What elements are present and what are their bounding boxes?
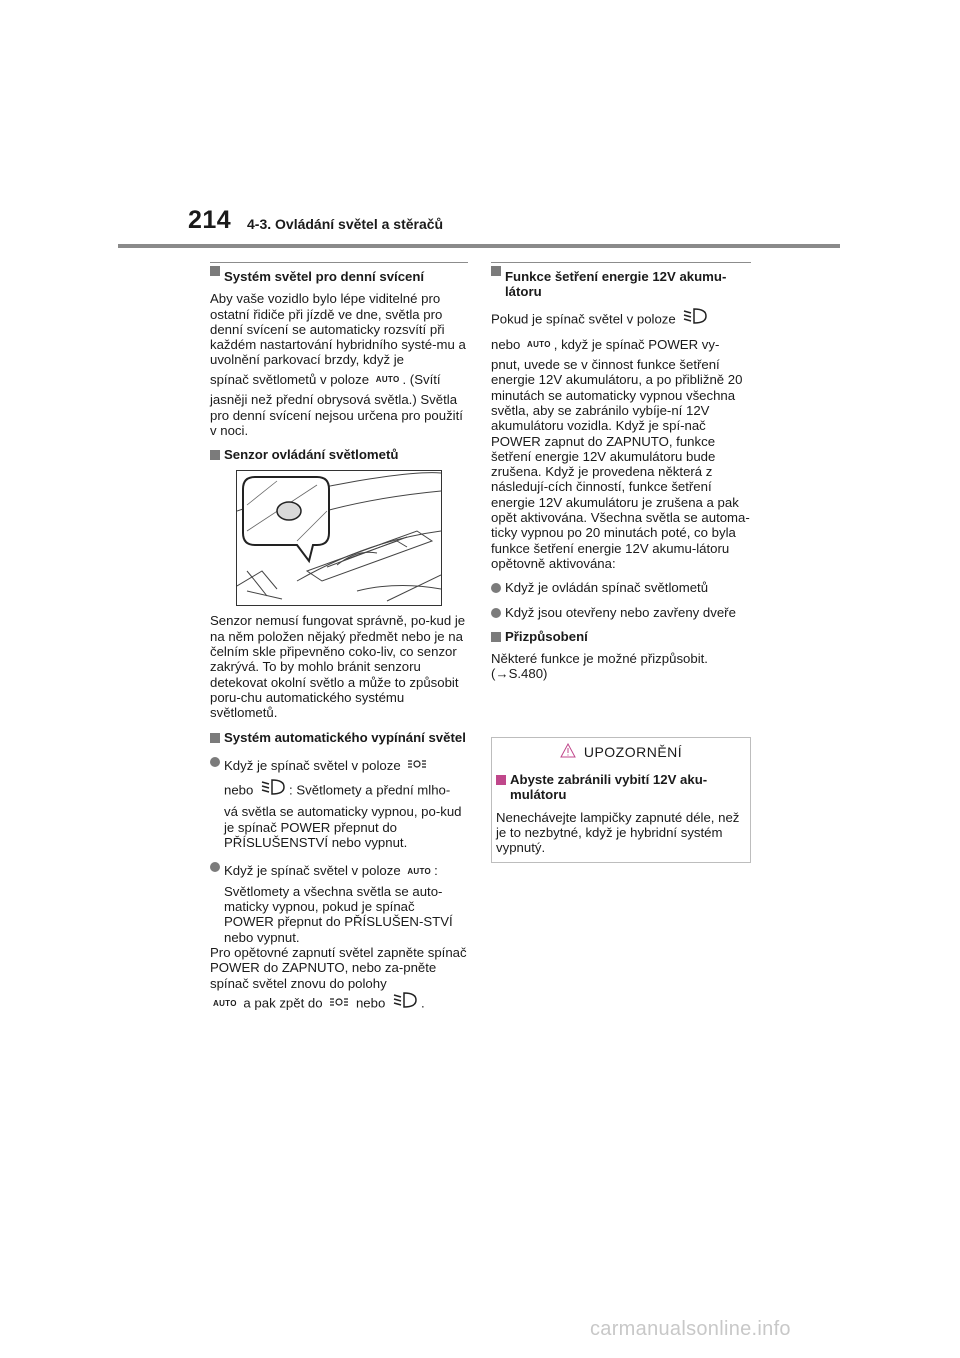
customization-ref-link[interactable]: (→S.480) xyxy=(491,666,548,682)
customization-heading: Přizpůsobení xyxy=(491,629,751,644)
reenable-text: Pro opětovné zapnutí světel zapněte spínač POWER do ZAPNUTO, nebo za-pněte spínač světel znovu do polohy xyxy=(210,944,467,991)
battery-bullet-2: Když jsou otevřeny nebo zavřeny dveře xyxy=(491,605,751,620)
right-column xyxy=(491,262,751,682)
header-rule xyxy=(118,244,840,248)
watermark: carmanualsonline.info xyxy=(590,1318,791,1340)
drl-text-3: jasněji než přední obrysová světla.) Světla pro denní svícení nejsou určena pro použití v noci. xyxy=(210,392,463,438)
parking-lights-icon xyxy=(329,992,349,1016)
autooff-bullet-1: Když je spínač světel v poloze nebo : Světlomety a přední mlho- vá světla se automaticky vypnou, po-kud je spínač POWER přepnut do PŘÍSLUŠENSTVÍ nebo vypnut. xyxy=(210,754,468,850)
warning-triangle-icon xyxy=(560,743,576,761)
sensor-illustration xyxy=(236,470,442,606)
warning-box xyxy=(491,737,751,863)
drl-text-1: Aby vaše vozidlo bylo lépe viditelné pro ostatní řidiče při jízdě ve dne, světla pro denní svícení se automaticky rozsvítí při každém nastartování hybridního systé-mu a uvolnění parkovací brzdy, když je xyxy=(210,291,466,368)
warning-title: UPOZORNĚNÍ xyxy=(492,738,750,766)
left-column xyxy=(210,262,468,1017)
parking-lights-icon xyxy=(407,754,427,778)
customization-text: Některé funkce je možné přizpůsobit. xyxy=(491,651,708,667)
auto-icon: AUTO xyxy=(407,866,432,876)
sensor-text: Senzor nemusí fungovat správně, po-kud je na něm položen nějaký předmět nebo je na čelním skle připevněno coko-liv, co senzor zakrývá. To by mohlo bránit senzoru detekovat okolní světlo a může to způsobit poru-chu automatického systému světlometů. xyxy=(210,613,466,721)
low-beam-icon xyxy=(392,991,418,1017)
auto-icon: AUTO xyxy=(213,998,237,1008)
autooff-heading: Systém automatického vypínání světel xyxy=(210,730,468,745)
warning-body xyxy=(496,772,746,855)
warning-heading: Abyste zabránili vybití 12V aku-mulátoru xyxy=(496,772,746,803)
drl-text-2: spínač světlometů v poloze AUTO . (Svítí xyxy=(210,368,468,393)
battery-bullet-1: Když je ovládán spínač světlometů xyxy=(491,580,751,595)
auto-icon: AUTO xyxy=(527,340,551,350)
autooff-bullet-2: Když je spínač světel v poloze AUTO : Světlomety a všechna světla se auto-maticky vypnou, pokud je spínač POWER přepnut do PŘÍSLUŠEN-STVÍ nebo vypnut. xyxy=(210,859,468,945)
section-title: 4-3. Ovládání světel a stěračů xyxy=(247,216,444,232)
battery-heading: Funkce šetření energie 12V akumu-látoru xyxy=(491,262,751,300)
auto-icon: AUTO xyxy=(375,375,400,385)
page-number: 214 xyxy=(188,206,232,234)
reenable-line: AUTO a pak zpět do nebo . xyxy=(210,991,468,1017)
low-beam-icon xyxy=(682,307,708,333)
battery-text: pnut, uvede se v činnost funkce šetření energie 12V akumulátoru, a po přibližně 20 minutách se automaticky vypnou všechna světla, aby se zabránilo vybíje-ní 12V akumulátoru vozidla. Když je spí-nač POWER zapnut do ZAPNUTO, funkce šetření energie 12V akumulátoru bude zrušena. Když je provedena některá z následují-cích činností, funkce šetření energie 12V akumulátoru je zrušena a pak opět aktivována. Všechna světla se automa-ticky vypnou po 20 minutách poté, co byla funkce šetření energie 12V akumu-látoru opětovně aktivována: xyxy=(491,357,750,571)
battery-line-2: nebo AUTO , když je spínač POWER vy- xyxy=(491,333,751,358)
battery-line-1: Pokud je spínač světel v poloze xyxy=(491,307,751,333)
sensor-heading: Senzor ovládání světlometů xyxy=(210,447,468,462)
low-beam-icon xyxy=(260,778,286,804)
drl-heading: Systém světel pro denní svícení xyxy=(210,262,468,284)
warning-text: Nenechávejte lampičky zapnuté déle, než je to nezbytné, když je hybridní systém vypnutý. xyxy=(496,809,740,856)
